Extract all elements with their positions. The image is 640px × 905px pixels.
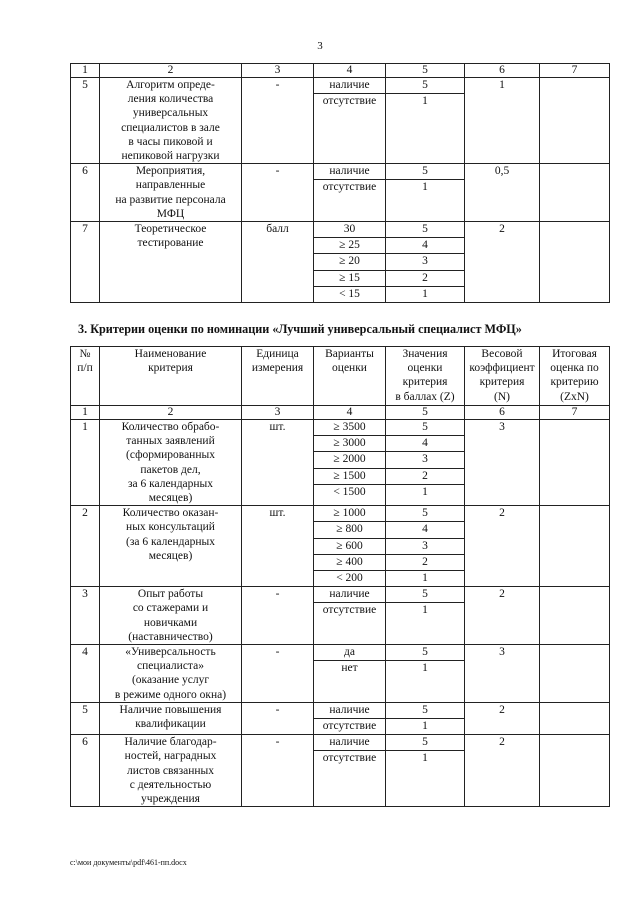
criterion-name: Количество обрабо- танных заявлений (сформированных пакетов дел, за 6 календарных месяцев) xyxy=(100,420,242,506)
header-row xyxy=(71,347,610,406)
total-score xyxy=(540,420,610,506)
score-value: 5 xyxy=(386,506,464,522)
unit-of-measure: - xyxy=(242,644,314,702)
total-score xyxy=(540,78,610,164)
criterion-name: Алгоритм опреде- ления количества универсальных специалистов в зале в часы пиковой и непиковой нагрузки xyxy=(100,78,242,164)
score-value: 5 xyxy=(386,587,464,603)
values-list xyxy=(386,164,464,195)
score-value: 5 xyxy=(386,164,464,180)
variants-cell xyxy=(314,506,386,587)
row-number: 3 xyxy=(71,587,100,645)
unit-of-measure: - xyxy=(242,587,314,645)
section-title: 3. Критерии оценки по номинации «Лучший универсальный специалист МФЦ» xyxy=(78,322,522,336)
variant-option: ≥ 800 xyxy=(314,522,385,538)
variants-list xyxy=(314,164,385,195)
variant-option: 30 xyxy=(314,222,385,238)
unit-of-measure: балл xyxy=(242,222,314,303)
variant-option: ≥ 1000 xyxy=(314,506,385,522)
criterion-name: Наличие благодар- ностей, наградных листов связанных с деятельностью учреждения xyxy=(100,735,242,807)
values-list xyxy=(386,587,464,618)
variant-option: наличие xyxy=(314,78,385,94)
values-cell xyxy=(386,420,465,506)
column-number: 6 xyxy=(465,406,540,420)
variant-option: отсутствие xyxy=(322,719,377,732)
variants-cell xyxy=(314,587,386,645)
values-cell xyxy=(386,587,465,645)
variants-cell xyxy=(314,420,386,506)
unit-of-measure: - xyxy=(242,702,314,734)
variants-list xyxy=(314,506,385,586)
variant-option: да xyxy=(314,645,385,661)
column-header: Значения оценки критерия в баллах (Z) xyxy=(386,347,465,406)
values-list xyxy=(386,78,464,109)
score-value: 5 xyxy=(386,420,464,436)
column-number: 7 xyxy=(540,406,610,420)
criterion-name: Теоретическое тестирование xyxy=(100,222,242,303)
row-number: 6 xyxy=(71,735,100,807)
variant-option: наличие xyxy=(314,735,385,751)
column-header: Единица измерения xyxy=(242,347,314,406)
score-value: 4 xyxy=(386,436,464,452)
column-number: 4 xyxy=(314,406,386,420)
score-value: 5 xyxy=(386,645,464,661)
variants-list xyxy=(314,645,385,676)
row-number: 4 xyxy=(71,644,100,702)
total-score xyxy=(540,735,610,807)
weight-coefficient: 2 xyxy=(465,506,540,587)
row-number: 6 xyxy=(71,164,100,222)
column-header: Наименование критерия xyxy=(100,347,242,406)
weight-coefficient: 0,5 xyxy=(465,164,540,222)
values-list xyxy=(386,420,464,500)
variant-option: наличие xyxy=(314,164,385,180)
column-number: 4 xyxy=(314,64,386,78)
score-value: 1 xyxy=(422,752,428,765)
variant-option: < 1500 xyxy=(333,485,366,498)
column-number: 3 xyxy=(242,64,314,78)
total-score xyxy=(540,222,610,303)
column-header: Варианты оценки xyxy=(314,347,386,406)
variants-cell xyxy=(314,78,386,164)
values-list xyxy=(386,506,464,586)
score-value: 4 xyxy=(386,238,464,254)
weight-coefficient: 2 xyxy=(465,587,540,645)
row-number: 7 xyxy=(71,222,100,303)
unit-of-measure: шт. xyxy=(242,420,314,506)
table-row xyxy=(71,702,610,734)
weight-coefficient: 3 xyxy=(465,644,540,702)
variants-list xyxy=(314,703,385,734)
column-number: 2 xyxy=(100,64,242,78)
table-row xyxy=(71,78,610,164)
unit-of-measure: - xyxy=(242,735,314,807)
footer-file-path: c:\мои документы\pdf\461-пп.docx xyxy=(70,858,187,867)
variant-option: отсутствие xyxy=(322,181,377,194)
table-row xyxy=(71,506,610,587)
total-score xyxy=(540,644,610,702)
score-value: 1 xyxy=(422,571,428,584)
score-value: 2 xyxy=(386,555,464,571)
score-value: 1 xyxy=(422,181,428,194)
column-number: 7 xyxy=(540,64,610,78)
page-number: 3 xyxy=(317,40,323,52)
score-value: 2 xyxy=(386,469,464,485)
table-row xyxy=(71,587,610,645)
values-cell xyxy=(386,222,465,303)
table-row xyxy=(71,164,610,222)
table-row xyxy=(71,222,610,303)
variants-cell xyxy=(314,644,386,702)
table-row xyxy=(71,735,610,807)
column-header: Весовой коэффициент критерия (N) xyxy=(465,347,540,406)
variants-list xyxy=(314,587,385,618)
variant-option: ≥ 15 xyxy=(314,271,385,287)
score-value: 5 xyxy=(386,78,464,94)
variants-list xyxy=(314,222,385,302)
score-value: 1 xyxy=(422,719,428,732)
variant-option: ≥ 1500 xyxy=(314,469,385,485)
score-value: 5 xyxy=(386,703,464,719)
variant-option: ≥ 20 xyxy=(314,254,385,270)
variants-cell xyxy=(314,164,386,222)
values-cell xyxy=(386,506,465,587)
variant-option: отсутствие xyxy=(322,604,377,617)
column-number: 1 xyxy=(71,64,100,78)
variant-option: ≥ 25 xyxy=(314,238,385,254)
score-value: 1 xyxy=(422,95,428,108)
variant-option: отсутствие xyxy=(322,95,377,108)
criterion-name: Мероприятия, направленные на развитие персонала МФЦ xyxy=(100,164,242,222)
score-value: 3 xyxy=(386,539,464,555)
variant-option: нет xyxy=(341,662,358,675)
criteria-table-continued xyxy=(70,63,610,303)
variant-option: ≥ 400 xyxy=(314,555,385,571)
table-row xyxy=(71,644,610,702)
column-header: Итоговая оценка по критерию (ZxN) xyxy=(540,347,610,406)
variant-option: наличие xyxy=(314,703,385,719)
variants-list xyxy=(314,78,385,109)
row-number: 2 xyxy=(71,506,100,587)
unit-of-measure: шт. xyxy=(242,506,314,587)
row-number: 5 xyxy=(71,702,100,734)
values-list xyxy=(386,735,464,766)
criterion-name: Количество оказан- ных консультаций (за 6 календарных месяцев) xyxy=(100,506,242,587)
column-number: 6 xyxy=(465,64,540,78)
weight-coefficient: 2 xyxy=(465,702,540,734)
criterion-name: «Универсальность специалиста» (оказание услуг в режиме одного окна) xyxy=(100,644,242,702)
column-number: 1 xyxy=(71,406,100,420)
column-number: 2 xyxy=(100,406,242,420)
score-value: 1 xyxy=(422,287,428,300)
values-cell xyxy=(386,644,465,702)
column-number: 5 xyxy=(386,406,465,420)
variant-option: ≥ 2000 xyxy=(314,452,385,468)
variant-option: ≥ 600 xyxy=(314,539,385,555)
score-value: 5 xyxy=(386,735,464,751)
variant-option: ≥ 3500 xyxy=(314,420,385,436)
criteria-table-universal-specialist xyxy=(70,346,610,807)
score-value: 4 xyxy=(386,522,464,538)
score-value: 3 xyxy=(386,452,464,468)
table-row xyxy=(71,420,610,506)
values-list xyxy=(386,703,464,734)
score-value: 1 xyxy=(422,604,428,617)
total-score xyxy=(540,587,610,645)
values-cell xyxy=(386,702,465,734)
variants-cell xyxy=(314,222,386,303)
variant-option: < 15 xyxy=(339,287,360,300)
variants-list xyxy=(314,735,385,766)
values-list xyxy=(386,645,464,676)
values-cell xyxy=(386,735,465,807)
variant-option: < 200 xyxy=(336,571,363,584)
column-number: 3 xyxy=(242,406,314,420)
column-number-row xyxy=(71,406,610,420)
values-cell xyxy=(386,78,465,164)
score-value: 5 xyxy=(386,222,464,238)
unit-of-measure: - xyxy=(242,164,314,222)
score-value: 1 xyxy=(422,662,428,675)
score-value: 3 xyxy=(386,254,464,270)
row-number: 5 xyxy=(71,78,100,164)
variants-cell xyxy=(314,702,386,734)
column-number: 5 xyxy=(386,64,465,78)
weight-coefficient: 1 xyxy=(465,78,540,164)
weight-coefficient: 2 xyxy=(465,735,540,807)
column-header: № п/п xyxy=(71,347,100,406)
variant-option: наличие xyxy=(314,587,385,603)
variant-option: ≥ 3000 xyxy=(314,436,385,452)
score-value: 2 xyxy=(386,271,464,287)
criterion-name: Наличие повышения квалификации xyxy=(100,702,242,734)
criterion-name: Опыт работы со стажерами и новичками (наставничество) xyxy=(100,587,242,645)
score-value: 1 xyxy=(422,485,428,498)
row-number: 1 xyxy=(71,420,100,506)
variants-cell xyxy=(314,735,386,807)
weight-coefficient: 2 xyxy=(465,222,540,303)
values-list xyxy=(386,222,464,302)
total-score xyxy=(540,506,610,587)
total-score xyxy=(540,702,610,734)
unit-of-measure: - xyxy=(242,78,314,164)
total-score xyxy=(540,164,610,222)
variants-list xyxy=(314,420,385,500)
column-number-row xyxy=(71,64,610,78)
values-cell xyxy=(386,164,465,222)
weight-coefficient: 3 xyxy=(465,420,540,506)
variant-option: отсутствие xyxy=(322,752,377,765)
